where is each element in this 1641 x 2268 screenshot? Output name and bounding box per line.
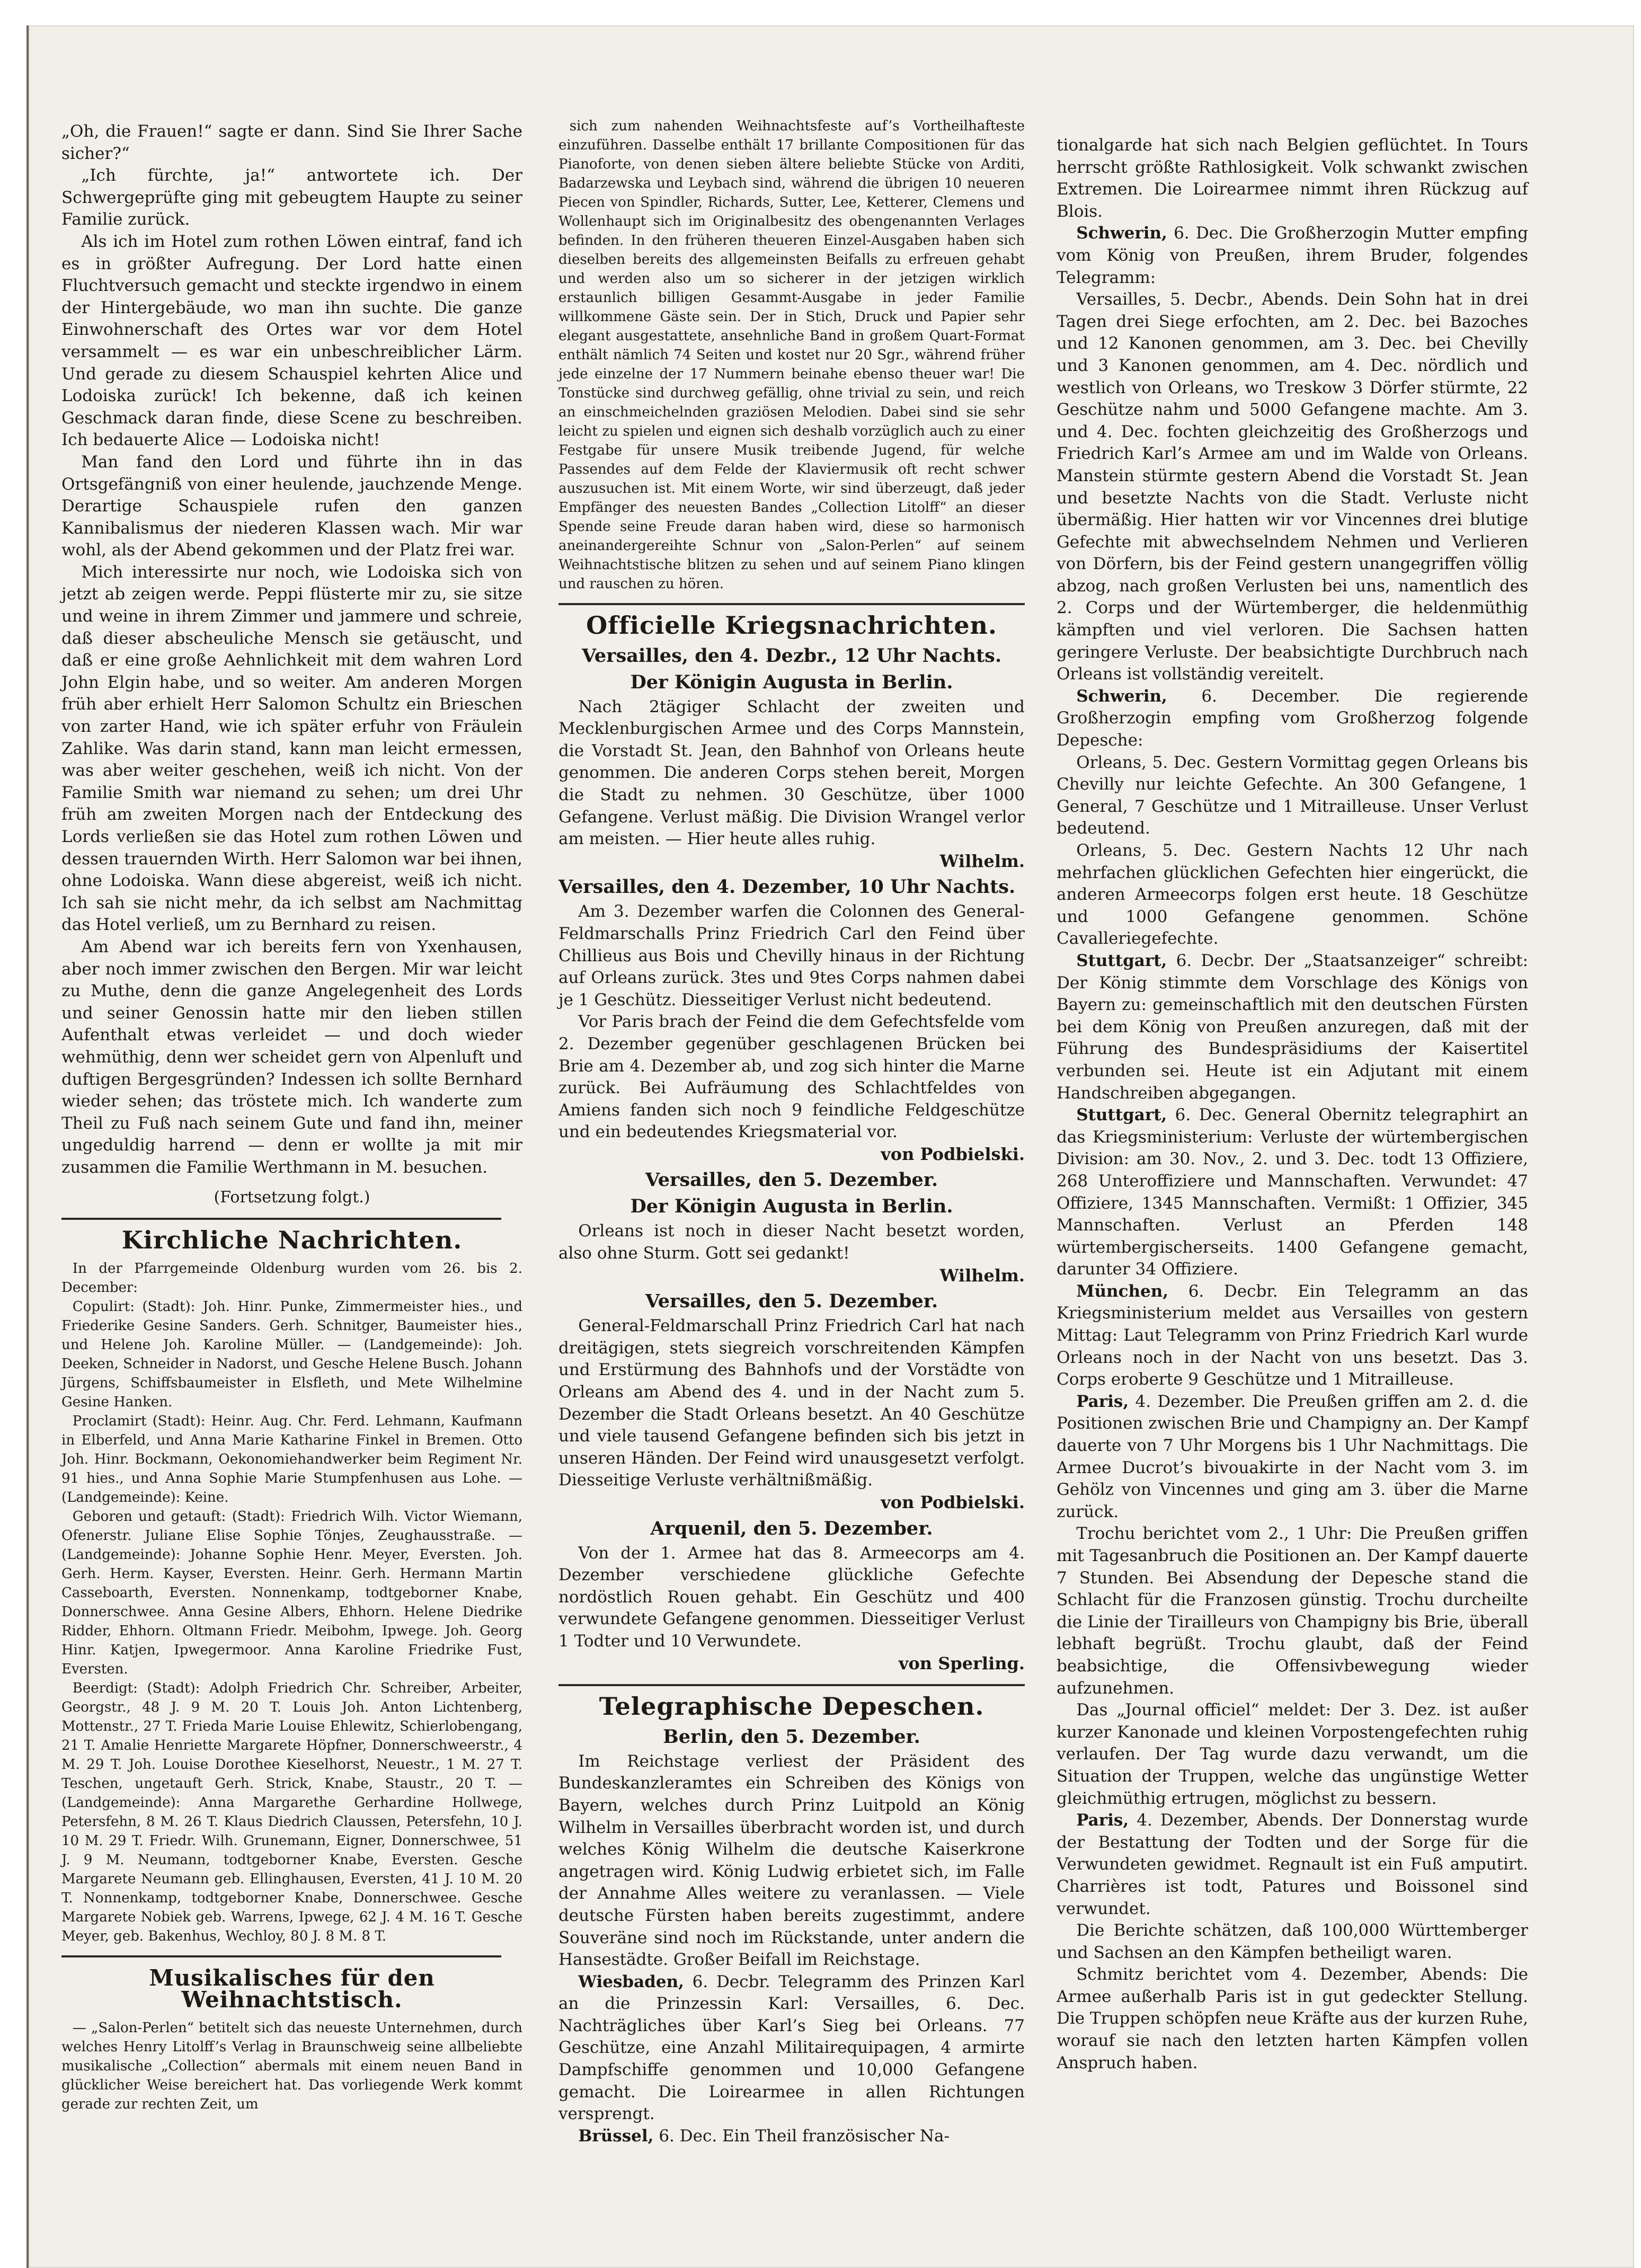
dispatch-heading: Versailles, den 4. Dezbr., 12 Uhr Nachts. xyxy=(581,644,1002,667)
newspaper-page xyxy=(26,25,1634,2268)
news-text: 4. Dezember, Abends. Der Donnerstag wurde der Bestattung der Todten und der Sorge für die Verwundeten gewidmet. Regnault ist ein Fuß amputirt. Charrières ist todt, Patures und Boissonel sind verwundet. xyxy=(1057,1811,1529,1918)
music-heading: Musikalisches für den Weihnachtstisch. xyxy=(149,1964,435,2013)
continued-note: (Fortsetzung folgt.) xyxy=(214,1188,370,1207)
news-text: Orleans, 5. Dec. Gestern Nachts 12 Uhr nach mehrfachen glücklichen Gefechten hier eingerückt, die anderen Armeecorps folgen erst heute. 18 Geschütze und 1000 Gefangene genommen. Schöne Cavalleriegefechte. xyxy=(1057,841,1528,949)
telegraph-dateline: Berlin, den 5. Dezember. xyxy=(663,1725,920,1748)
news-place: Paris, xyxy=(1076,1811,1129,1830)
news-place: Stuttgart, xyxy=(1076,951,1167,970)
music-paragraph: sich zum nahenden Weihnachtsfeste auf’s Vortheilhafteste einzuführen. Dasselbe enthält 17 brillante Compositionen für das Pianoforte, von denen sieben ältere beliebte Stücke von Arditi, Badarzewska und Leybach sind, während die übrigen 10 neueren Piecen von Spindler, Richards, Sutter, Lee, Ketterer, Clemens und Wollenhaupt sich im Originalbesitz des obengenannten Verlages befinden. In den früheren theueren Einzel-Ausgaben haben sich dieselben bereits des allgemeinsten Beifalls zu erfreuen gehabt und werden also um so sicherer in der jetzigen wirklich erstaunlich billigen Gesammt-Ausgabe in jeder Familie willkommene Gäste sein. Der in Stich, Druck und Papier sehr elegant ausgestattete, ansehnliche Band in großem Quart-Format enthält nämlich 74 Seiten und kostet nur 20 Sgr., während früher jede einzelne der 17 Nummern beinahe ebenso theuer war! Die Tonstücke sind durchweg gefällig, ohne trivial zu sein, und reich an einschmeichelnden graziösen Melodien. Dabei sind sie sehr leicht zu spielen und eignen sich deshalb vorzüglich auch zu einer Festgabe für unsere Musik treibende Jugend, für welche Passendes auf dem Felde der Klaviermusik oft recht schwer auszusuchen ist. Mit einem Worte, wir sind überzeugt, daß jeder Empfänger des neuesten Bandes „Collection Litolff“ an dieser Spende seine Freude daran haben wird, diese so harmonisch aneinandergereihte Schnur von „Salon-Perlen“ auf seinem Weihnachtstische blitzen zu sehen und auf seinem Piano klingen und rauschen zu hören. xyxy=(558,118,1025,592)
column-right xyxy=(1057,135,1528,2074)
dispatch-recipient: Der Königin Augusta in Berlin. xyxy=(630,671,953,693)
news-item xyxy=(1057,1920,1528,1964)
column-middle xyxy=(558,117,1025,2147)
music-article-continued xyxy=(558,117,1025,593)
dispatch-signature: Wilhelm. xyxy=(939,850,1025,871)
telegraph-item xyxy=(558,2125,1025,2148)
telegraph-place: Wiesbaden, xyxy=(578,1972,684,1991)
telegraph-place: Brüssel, xyxy=(578,2126,654,2146)
news-text: tionalgarde hat sich nach Belgien geflüchtet. In Tours herrscht größte Rathlosigkeit. Volk schwankt zwischen Extremen. Die Loirearmee nimmt ihren Rückzug auf Blois. xyxy=(1057,136,1528,221)
news-item xyxy=(1057,1699,1528,1810)
news-item xyxy=(1057,950,1528,1104)
dispatch-text: Vor Paris brach der Feind die dem Gefechtsfelde vom 2. Dezember gegenüber geschlagenen Brücken bei Brie am 4. Dezember ab, und zog sich hinter die Marne zurück. Bei Aufräumung des Schlachtfeldes von Amiens fanden sich noch 9 feindliche Feldgeschütze und ein bedeutendes Kriegsmaterial vor. xyxy=(558,1012,1025,1142)
church-paragraph: Proclamirt (Stadt): Heinr. Aug. Chr. Ferd. Lehmann, Kaufmann in Elberfeld, und Anna Marie Katharine Finkel in Bremen. Otto Joh. Hinr. Bockmann, Oekonomiehandwerker beim Regiment Nr. 91 hies., und Anna Sophie Marie Stumpfenhusen aus Lohe. — (Landgemeinde): Keine. xyxy=(61,1413,522,1505)
news-text: 6. December. Die regierende Großherzogin empfing vom Großherzog folgende Depesche: xyxy=(1057,686,1528,750)
news-text: Versailles, 5. Decbr., Abends. Dein Sohn hat in drei Tagen drei Siege erfochten, am 2. Dec. bei Bazoches und 12 Kanonen genommen, am 3. Dec. bei Chevilly und 3 Kanonen genommen, am 4. Dec. nördlich und westlich von Orleans, wo Treskow 3 Dörfer stürmte, 22 Geschütze nahm und 5000 Gefangene machte. Am 3. und 4. Dec. fochten gleichzeitig des Großherzogs und Friedrich Karl’s Armee am und im Walde von Orleans. Manstein stürmte gestern Abend die Vorstadt St. Jean und besetzte Nachts von die Stadt. Verluste nicht übermäßig. Hier hatten wir vor Vincennes drei blutige Gefechte mit abwechselndem Nehmen und Verlieren von Dörfern, bis der Feind gestern unangegriffen völlig abzog, nach großen Verlusten bei uns, namentlich des 2. Corps und der Würtemberger, die heldenmüthig kämpften und viel verloren. Die Sachsen hatten geringere Verluste. Der beabsichtigte Durchbruch nach Orleans ist vollständig vereitelt. xyxy=(1057,290,1528,684)
news-text: Die Berichte schätzen, daß 100,000 Württemberger und Sachsen an den Kämpfen betheiligt waren. xyxy=(1057,1921,1528,1962)
telegraph-item xyxy=(558,1971,1025,2125)
news-text: 6. Decbr. Ein Telegramm an das Kriegsministerium meldet aus Versailles von gestern Mittag: Laut Telegramm von Prinz Friedrich Karl wurde Orleans noch in der Nacht von uns besetzt. Das 3. Corps eroberte 9 Geschütze und 1 Mitrailleuse. xyxy=(1057,1281,1529,1389)
telegraph-text: Im Reichstage verliest der Präsident des Bundeskanzleramtes ein Schreiben des Königs von Bayern, welches durch Prinz Luitpold an König Wilhelm in Versailles überbracht worden ist, und durch welches König Wilhelm die deutsche Kaiserkrone angetragen wird. König Ludwig erbietet sich, im Falle der Annahme Alles weitere zu veranlassen. — Viele deutsche Fürsten haben bereits zugestimmt, andere Souveräne sind noch im Rückstande, unter andern die Hansestädte. Großer Beifall im Reichstage. xyxy=(558,1751,1025,1970)
news-place: Schwerin, xyxy=(1076,686,1167,706)
news-item xyxy=(1057,1391,1528,1523)
church-paragraph: Geboren und getauft: (Stadt): Friedrich Wilh. Victor Wiemann, Ofenerstr. Juliane Elise Sophie Tönjes, Zeughausstraße. — (Landgemeinde): Johanne Sophie Henr. Meyer, Eversten. Joh. Gerh. Herm. Kayser, Eversten. Heinr. Gerh. Hermann Martin Casseboarth, Eversten. Nonnenkamp, todtgeborner Knabe, Donnerschwee. Anna Gesine Albers, Ehhorn. Helene Diedrike Ridder, Ehhorn. Oltmann Friedr. Meibohm, Ipwege. Joh. Georg Hinr. Katjen, Ipwegermoor. Anna Karoline Friedrike Fust, Eversten. xyxy=(61,1508,522,1677)
news-place: Paris, xyxy=(1076,1392,1129,1411)
news-text: Orleans, 5. Dec. Gestern Vormittag gegen Orleans bis Chevilly nur leichte Gefechte. An 300 Gefangene, 1 General, 7 Geschütze und 1 Mitrailleuse. Unser Verlust bedeutend. xyxy=(1057,752,1528,838)
section-divider xyxy=(558,603,1025,605)
dispatch-signature: Wilhelm. xyxy=(939,1265,1025,1286)
news-text: Trochu berichtet vom 2., 1 Uhr: Die Preußen griffen mit Tagesanbruch die Positionen an. Der Kampf dauerte 7 Stunden. Bei Absendung der Depesche stand die Schlacht für die Franzosen günstig. Trochu durcheilte die Linie der Tirailleurs von Champigny bis Brie, überall lebhaft begrüßt. Trochu glaubt, daß der Feind beabsichtige, die Offensivbewegung wieder aufzunehmen. xyxy=(1057,1524,1528,1698)
dispatch-text: Orleans ist noch in dieser Nacht besetzt worden, also ohne Sturm. Gott sei gedankt! xyxy=(558,1221,1025,1263)
news-item xyxy=(1057,1964,1528,2074)
story-paragraph: Man fand den Lord und führte ihn in das Ortsgefängniß von einer heulende, jauchzende Menge. Derartige Schauspiele rufen den ganzen Kannibalismus der niederen Klassen wach. Mir war wohl, als der Abend gekommen und der Platz frei war. xyxy=(61,452,522,560)
story-paragraph: „Ich fürchte, ja!“ antwortete ich. Der Schwergeprüfte ging mit gebeugtem Haupte zu seiner Familie zurück. xyxy=(61,166,522,229)
dispatch-recipient: Der Königin Augusta in Berlin. xyxy=(630,1195,953,1218)
news-place: München, xyxy=(1076,1281,1169,1301)
news-text: Schmitz berichtet vom 4. Dezember, Abends: Die Armee außerhalb Paris ist in gut gedeckter Stellung. Die Truppen schöpfen neue Kräfte aus der kurzen Ruhe, worauf sie nach den letzten harten Kämpfen vollen Anspruch haben. xyxy=(1057,1965,1528,2072)
telegraph-text: 6. Dec. Ein Theil französischer Na- xyxy=(659,2126,950,2146)
news-item xyxy=(1057,840,1528,950)
news-text: 6. Dec. General Obernitz telegraphirt an das Kriegsministerium: Verluste der würtembergischen Division: am 30. Nov., 2. und 3. Dec. todt 13 Offiziere, 268 Unteroffiziere und Mannschaften. Verwundet: 47 Offiziere, 1345 Mannschaften. Vermißt: 1 Offizier, 345 Mannschaften. Verlust an Pferden 148 würtembergischerseits. 1400 Gefangene gemacht, darunter 34 Offiziere. xyxy=(1057,1105,1528,1279)
story-paragraph: „Oh, die Frauen!“ sagte er dann. Sind Sie Ihrer Sache sicher?“ xyxy=(61,122,522,163)
news-item xyxy=(1057,135,1528,223)
section-divider xyxy=(558,1684,1025,1686)
news-text: Das „Journal officiel“ meldet: Der 3. Dez. ist außer kurzer Kanonade und kleinen Vorpostengefechten ruhig verlaufen. Der Tag wurde dazu verwandt, um die Situation der Truppen, welche das ungünstige Wetter gleichmüthig ertrugen, möglichst zu bessern. xyxy=(1057,1700,1528,1808)
dispatch-text: Am 3. Dezember warfen die Colonnen des General-Feldmarschalls Prinz Friedrich Carl den Feind über Chillieus aus Bois und Chevilly hinaus in der Richtung auf Orleans zurück. 3tes und 9tes Corps nahmen dabei je 1 Geschütz. Diesseitiger Verlust nicht bedeutend. xyxy=(558,902,1025,1009)
telegraph-heading: Telegraphische Depeschen. xyxy=(599,1692,984,1721)
dispatch-text: Nach 2tägiger Schlacht der zweiten und Mecklenburgischen Armee und des Corps Mannstein, die Vorstadt St. Jean, den Bahnhof von Orleans heute genommen. Die anderen Corps stehen bereit, Morgen die Stadt zu nehmen. 30 Geschütze, über 1000 Gefangene. Verlust mäßig. Die Division Wrangel verlor am meisten. — Hier heute alles ruhig. xyxy=(558,697,1025,849)
telegraph-text: 6. Decbr. Telegramm des Prinzen Karl an die Prinzessin Karl: Versailles, 6. Dec. Nachträgliches über Karl’s Sieg bei Orleans. 77 Geschütze, eine Anzahl Militairequipagen, 4 armirte Dampfschiffe genommen und 10,000 Gefangene gemacht. Die Loirearmee in allen Richtungen versprengt. xyxy=(558,1972,1025,2124)
dispatch-text: General-Feldmarschall Prinz Friedrich Carl hat nach dreitägigen, stets siegreich vorschreitenden Kämpfen und Erstürmung des Bahnhofs und der Vorstädte von Orleans am Abend des 4. und in der Nacht zum 5. Dezember die Stadt Orleans besetzt. An 40 Geschütze und viele tausend Gefangene befinden sich bis jetzt in unseren Händen. Der Feind wird unausgesetzt verfolgt. Diesseitige Verluste verhältnißmäßig. xyxy=(558,1316,1025,1490)
church-paragraph: Beerdigt: (Stadt): Adolph Friedrich Chr. Schreiber, Arbeiter, Georgstr., 48 J. 9 M. 20 T. Louis Joh. Anton Lichtenberg, Mottenstr., 27 T. Frieda Marie Louise Ehlewitz, Schierlobengang, 21 T. Amalie Henriette Margarete Höpfner, Donnerschweerstr., 4 M. 29 T. Joh. Louise Dorothee Kieselhorst, Neuestr., 1 M. 27 T. Teschen, ungetauft Gerh. Strick, Knabe, Staustr., 20 T. — (Landgemeinde): Anna Margarethe Gerhardine Hollwege, Petersfehn, 8 M. 26 T. Klaus Diedrich Claussen, Petersfehn, 10 J. 10 M. 29 T. Friedr. Wilh. Grunemann, Eigner, Donnerschwee, 51 J. 9 M. Neumann, todtgeborner Knabe, Eversten. Gesche Margarete Neumann geb. Ellinghausen, Eversten, 41 J. 10 M. 20 T. Nonnenkamp, todtgeborner Knabe, Donnerschwee. Gesche Margarete Nobiek geb. Warrens, Ipwege, 62 J. 4 M. 16 T. Gesche Meyer, geb. Bakenhus, Wechloy, 80 J. 8 M. 8 T. xyxy=(61,1680,522,1944)
music-paragraph: — „Salon-Perlen“ betitelt sich das neueste Unternehmen, durch welches Henry Litolff’s Verlag in Braunschweig seine allbeliebte musikalische „Collection“ abermals mit einem neuen Band in glücklicher Weise bereichert hat. Das vorliegende Werk kommt gerade zur rechten Zeit, um xyxy=(61,2019,522,2112)
news-place: Schwerin, xyxy=(1076,224,1167,243)
church-news-heading: Kirchliche Nachrichten. xyxy=(121,1226,463,1255)
news-item xyxy=(1057,1523,1528,1699)
news-item xyxy=(1057,289,1528,686)
dispatch-heading: Versailles, den 5. Dezember. xyxy=(645,1290,938,1313)
news-item xyxy=(1057,1104,1528,1281)
dispatch-signature: von Sperling. xyxy=(898,1653,1025,1673)
news-text: 4. Dezember. Die Preußen griffen am 2. d. die Positionen zwischen Brie und Champigny an. Der Kampf dauerte von 7 Uhr Morgens bis 1 Uhr Nachmittags. Die Armee Ducrot’s bivouakirte in der Nacht vom 3. im Gehölz von Vincennes und ging am 3. über die Marne zurück. xyxy=(1057,1392,1528,1521)
story-paragraph: Als ich im Hotel zum rothen Löwen eintraf, fand ich es in größter Aufregung. Der Lord hatte einen Fluchtversuch gemacht und steckte irgendwo in einem der Hintergebäude, wo man ihn suchte. Die ganze Einwohnerschaft des Ortes war vor dem Hotel versammelt — es war ein unbeschreiblicher Lärm. Und gerade zu diesem Schauspiel kehrten Alice und Lodoiska zurück! Ich bekenne, daß ich keinen Geschmack daran finde, diese Scene zu beschreiben. Ich bedauerte Alice — Lodoiska nicht! xyxy=(61,232,522,450)
news-item xyxy=(1057,223,1528,289)
story-paragraph: Am Abend war ich bereits fern von Yxenhausen, aber noch immer zwischen den Bergen. Mir war leicht zu Muthe, denn die ganze Angelegenheit des Lords und seiner Genossin hatte mir den lieben stillen Aufenthalt etwas verleidet — und doch wieder wehmüthig, denn wer scheidet gern von Alpenluft und duftigen Bergesgründen? Indessen ich sollte Bernhard wieder sehen; das tröstete mich. Ich wanderte zum Theil zu Fuß nach seinem Gute und fand ihn, meiner ungeduldig harrend — denn er wollte ja mit mir zusammen die Familie Werthmann in M. besuchen. xyxy=(61,937,522,1177)
church-news xyxy=(61,1259,522,1946)
news-text: 6. Dec. Die Großherzogin Mutter empfing vom König von Preußen, ihrem Bruder, folgendes Telegramm: xyxy=(1057,224,1528,287)
dispatch-signature: von Podbielski. xyxy=(881,1492,1025,1512)
church-paragraph: Copulirt: (Stadt): Joh. Hinr. Punke, Zimmermeister hies., und Friederike Gesine Sanders. Gerh. Schnitger, Baumeister hies., und Helene Joh. Karoline Müller. — (Landgemeinde): Joh. Deeken, Schneider in Nadorst, und Gesche Helene Busch. Johann Jürgens, Schiffsbaumeister in Elsfleth, und Mete Wilhelmine Gesine Hanken. xyxy=(61,1298,522,1410)
dispatch-heading: Arquenil, den 5. Dezember. xyxy=(650,1517,933,1539)
dispatch-signature: von Podbielski. xyxy=(881,1144,1025,1164)
column-left xyxy=(61,121,522,2114)
serial-story xyxy=(61,121,522,1179)
news-place: Stuttgart, xyxy=(1076,1105,1167,1125)
story-paragraph: Mich interessirte nur noch, wie Lodoiska sich von jetzt ab zeigen werde. Peppi flüsterte mir zu, sie sitze und weine in ihrem Zimmer und jammere und schreie, daß dieser abscheuliche Mensch sie getäuscht, und daß er eine große Aehnlichkeit mit dem wahren Lord John Elgin habe, und so weiter. Am anderen Morgen früh aber erhielt Herr Salomon Schultz ein Brieschen von zarter Hand, wie ich später erfuhr von Fräulein Zahlike. Was darin stand, kann man leicht ermessen, was aber weiter geschehen, weiß ich nicht. Von der Familie Smith war niemand zu sehen; um drei Uhr früh am zweiten Morgen nach der Entdeckung des Lords verließen sie das Hotel zum rothen Löwen und dessen trauernden Wirth. Herr Salomon war bei ihnen, ohne Lodoiska. Wann diese abgereist, weiß ich nicht. Ich sah sie nicht mehr, da ich selbst am Nachmittag das Hotel verließ, um zu Bernhard zu reisen. xyxy=(61,562,522,935)
news-item xyxy=(1057,752,1528,840)
dispatch-heading: Versailles, den 4. Dezember, 10 Uhr Nachts. xyxy=(558,876,1016,898)
news-item xyxy=(1057,686,1528,752)
section-divider xyxy=(61,1218,501,1220)
music-article xyxy=(61,2018,522,2114)
dispatch-text: Von der 1. Armee hat das 8. Armeecorps am 4. Dezember verschiedene glückliche Gefechte nordöstlich Rouen gehabt. Ein Geschütz und 400 verwundete Gefangene genommen. Diesseitiger Verlust 1 Todter und 10 Verwundete. xyxy=(558,1543,1025,1651)
news-item xyxy=(1057,1281,1528,1391)
war-news-heading: Officielle Kriegsnachrichten. xyxy=(586,611,997,640)
news-text: 6. Decbr. Der „Staatsanzeiger“ schreibt: Der König stimmte dem Vorschlage des Königs von Bayern zu: gemeinschaftlich mit den deutschen Fürsten bei dem König von Preußen anzuregen, daß mit der Führung des Bundespräsidiums der Kaisertitel verbunden sei. Heute ist ein Adjutant mit einem Handschreiben abgegangen. xyxy=(1057,951,1528,1103)
dispatch-heading: Versailles, den 5. Dezember. xyxy=(645,1169,938,1191)
news-item xyxy=(1057,1810,1528,1920)
section-divider xyxy=(61,1955,501,1957)
church-paragraph: In der Pfarrgemeinde Oldenburg wurden vom 26. bis 2. December: xyxy=(61,1260,522,1296)
